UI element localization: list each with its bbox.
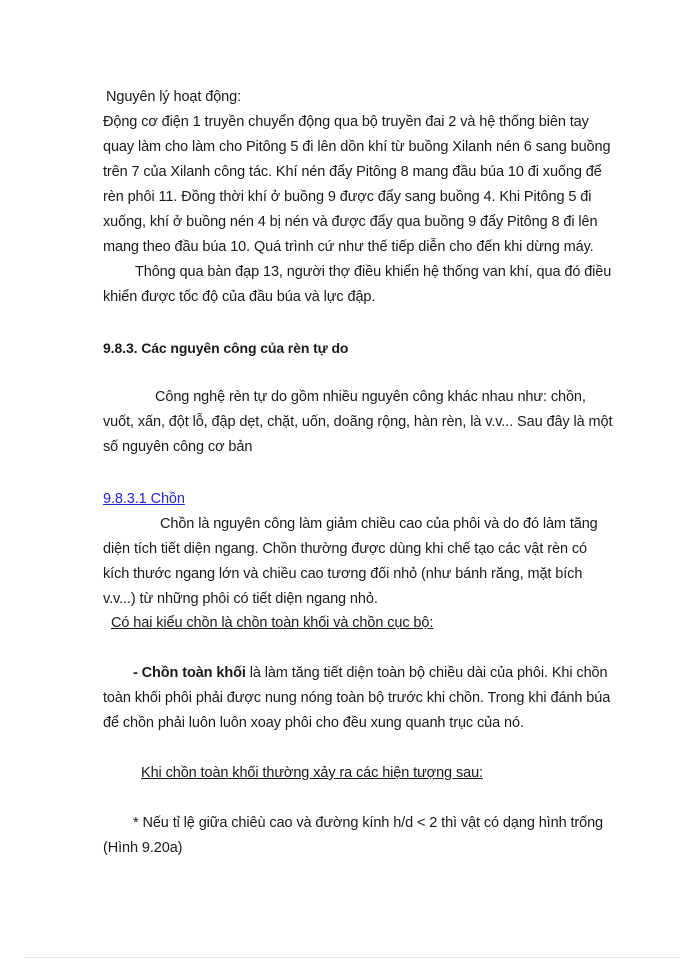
full-upsetting-first-line <box>133 663 607 683</box>
text-line: mang theo đầu búa 10. Quá trình cứ như thế tiếp diễn cho đến khi dừng máy. <box>103 239 594 255</box>
text-line: quay làm cho làm cho Pitông 5 đi lên dồn khí từ buồng Xilanh nén 6 sang buồng <box>103 139 611 155</box>
text-line: để chồn phải luôn luôn xoay phôi cho đều xung quanh trục của nó. <box>103 715 524 731</box>
text-line: khiển được tốc độ của đầu búa và lực đập. <box>103 289 376 305</box>
text-line: * Nếu tỉ lệ giữa chiêù cao và đường kính h/d < 2 thì vật có dạng hình trống <box>133 815 604 831</box>
types-of-upsetting: Có hai kiểu chồn là chồn toàn khối và chồn cục bộ: <box>111 615 434 631</box>
text-line: v.v...) từ những phôi có tiết diện ngang nhỏ. <box>103 591 378 607</box>
text-line: (Hình 9.20a) <box>103 840 183 856</box>
text-line: số nguyên công cơ bản <box>103 439 253 455</box>
text-line: toàn khối phôi phải được nung nóng toàn bộ trước khi chồn. Trong khi đánh búa <box>103 690 611 706</box>
text-line: xuống, khí ở buồng nén 4 bị nén và được đẩy qua buồng 9 đẩy Pitông 8 đi lên <box>103 214 598 230</box>
text-line: kích thước ngang lớn và chiều cao tương đối nhỏ (như bánh răng, mặt bích <box>103 566 583 582</box>
text-line: trên 7 của Xilanh công tác. Khí nén đẩy Pitông 8 mang đầu búa 10 đi xuống để <box>103 164 602 180</box>
text-line: rèn phôi 11. Đồng thời khí ở buồng 9 được đẩy sang buồng 4. Khi Pitông 5 đi <box>103 189 592 205</box>
text-line: Động cơ điện 1 truyền chuyển động qua bộ truyền đai 2 và hệ thống biên tay <box>103 114 589 130</box>
full-upsetting-definition: là làm tăng tiết diện toàn bộ chiều dài của phôi. Khi chồn <box>245 665 608 681</box>
text-line: vuốt, xấn, đột lỗ, đập dẹt, chặt, uốn, doãng rộng, hàn rèn, là v.v... Sau đây là một <box>103 414 613 430</box>
full-upsetting-term: - Chồn toàn khối <box>133 665 246 681</box>
text-line: diện tích tiết diện ngang. Chồn thường được dùng khi chế tạo các vật rèn có <box>103 541 587 557</box>
principle-heading: Nguyên lý hoạt động: <box>106 89 242 105</box>
page-break-divider <box>25 957 680 958</box>
text-line: Công nghệ rèn tự do gồm nhiều nguyên công khác nhau như: chồn, <box>155 389 586 405</box>
section-heading: 9.8.3. Các nguyên công của rèn tự do <box>103 340 349 356</box>
phenomena-heading: Khi chồn toàn khối thường xảy ra các hiện tượng sau: <box>141 765 483 781</box>
text-line: Thông qua bàn đạp 13, người thợ điều khiển hệ thống van khí, qua đó điều <box>135 264 612 280</box>
subsection-link-chon[interactable]: 9.8.3.1 Chồn <box>103 491 185 507</box>
text-line: Chồn là nguyên công làm giảm chiều cao của phôi và do đó làm tăng <box>160 516 598 532</box>
